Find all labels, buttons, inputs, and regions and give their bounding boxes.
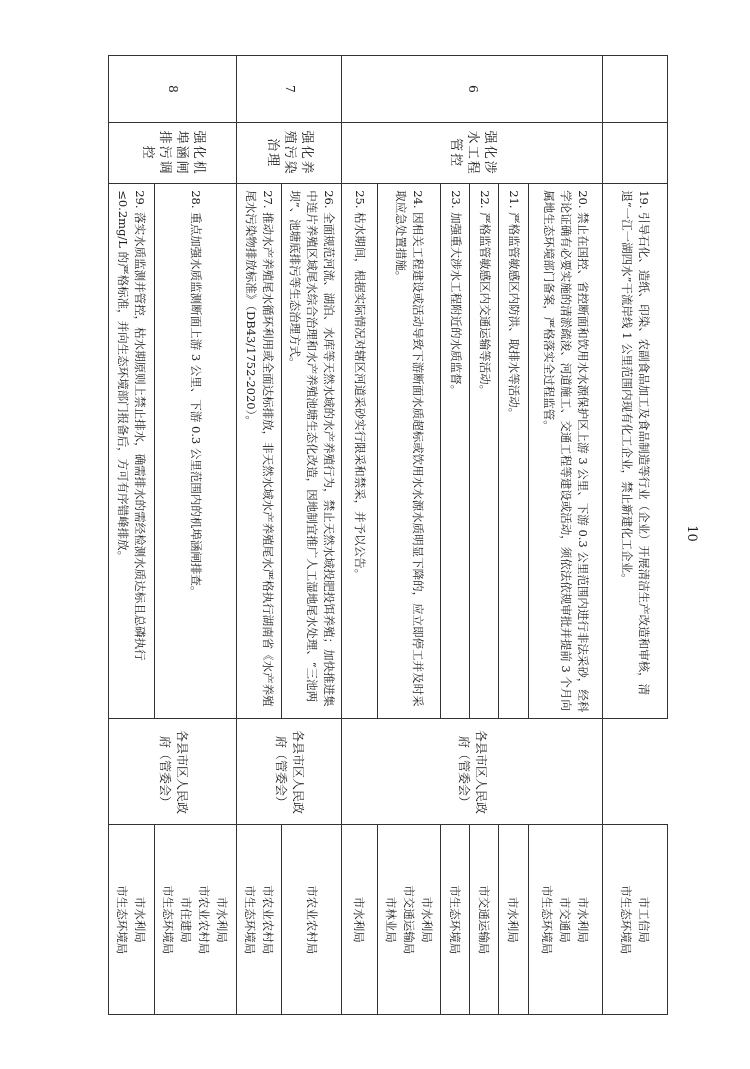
dept-name: 市生态环境局 xyxy=(242,885,257,955)
dept-cell xyxy=(470,825,499,1015)
task-item: 26. 全面规范河流、湖泊、水库等天然水域的水产养殖行为，禁止天然水域投肥投饵养殖；加快推进集中连片养殖区域尾水综合治理和水产养殖池塘生态化改造，因地制宜推广人工湿地尾水处理、“三池两坝”、池塘底排污等生态治理方式。 xyxy=(281,184,341,719)
dept-name: 市生态环境局 xyxy=(448,885,463,955)
dept-cell xyxy=(603,825,668,1015)
dept-cell xyxy=(281,825,341,1015)
table-row xyxy=(499,56,528,1015)
row-number xyxy=(603,56,668,123)
task-item: 20. 禁止在国控、省控断面和饮用水水源保护区上游 3 公里、下游 0.3 公里范围内进行非法采砂，经科学论证确有必要实施的清淤疏浚、河道施工、交通工程等建设或活动，须依法依规审批并提前 3 个月向属地生态环境部门备案，严格落实全过程监管。 xyxy=(528,184,603,719)
table-row xyxy=(237,56,282,1015)
dept-cell xyxy=(377,825,440,1015)
table-row xyxy=(528,56,603,1015)
task-item: 24. 因相关工程建设或活动导致下游断面水质超标或饮用水水源水质明显下降的，应立即停工并及时采取应急处置措施。 xyxy=(377,184,440,719)
dept-name: 市水利局 xyxy=(133,896,148,943)
dept-name: 市水利局 xyxy=(576,896,591,943)
dept-name: 市水利局 xyxy=(506,896,521,943)
task-item: 19. 引导石化、造纸、印染、农副食品加工及食品制造等行业（企业）开展清洁生产改造和审核，清退“一江一湖四水”干流岸线 1 公里范围内现有化工企业，禁止新建化工企业。 xyxy=(603,184,668,719)
table-row xyxy=(470,56,499,1015)
dept-name: 市农业农村局 xyxy=(304,885,319,955)
dept-cell xyxy=(528,825,603,1015)
responsible-cell: 各县市区人民政府（管委会） xyxy=(109,719,237,825)
category-cell: 强化机埠涵闸排污调控 xyxy=(109,122,237,183)
responsible-cell: 各县市区人民政府（管委会） xyxy=(342,719,603,825)
dept-cell xyxy=(499,825,528,1015)
task-item: 27. 推动水产养殖尾水循环利用或全面达标排放，非天然水域水产养殖尾水严格执行湖南省《水产养殖尾水污染物排放标准》（DB43/1752-2020）。 xyxy=(237,184,282,719)
dept-cell xyxy=(441,825,470,1015)
page-number: 10 xyxy=(683,525,699,542)
dept-name: 市水利局 xyxy=(352,896,367,943)
task-table xyxy=(108,55,668,1015)
table-row xyxy=(603,56,668,1015)
dept-name: 市生态环境局 xyxy=(540,885,555,955)
dept-name: 市林业局 xyxy=(383,896,398,943)
category-cell: 强化养殖污染治理 xyxy=(237,122,342,183)
dept-cell xyxy=(109,825,155,1015)
category-cell xyxy=(603,122,668,183)
task-item: 25. 枯水期间，根据实际情况对辖区河道采砂实行限采和禁采，并予以公告。 xyxy=(342,184,377,719)
category-cell: 强化涉水工程管控 xyxy=(342,122,603,183)
dept-name: 市交通运输局 xyxy=(401,885,416,955)
task-item: 28. 重点加强水质监测断面上游 3 公里、下游 0.3 公里范围内的机埠涵闸排查。 xyxy=(154,184,236,719)
dept-name: 市农业农村局 xyxy=(197,885,212,955)
table-row xyxy=(154,56,236,1015)
dept-name: 市水利局 xyxy=(419,896,434,943)
dept-name: 市生态环境局 xyxy=(115,885,130,955)
dept-cell xyxy=(154,825,236,1015)
dept-name: 市水利局 xyxy=(215,896,230,943)
task-item: 21. 严格监管敏感区内防洪、取排水等活动。 xyxy=(499,184,528,719)
dept-name: 市交通局 xyxy=(558,896,573,943)
row-number: 8 xyxy=(109,56,237,123)
responsible-cell xyxy=(603,719,668,825)
dept-name: 市交通运输局 xyxy=(477,885,492,955)
dept-cell xyxy=(342,825,377,1015)
rotated-table-sheet xyxy=(28,55,668,1015)
dept-name: 市生态环境局 xyxy=(619,885,634,955)
task-item: 23. 加强重大涉水工程附近的水质监督。 xyxy=(441,184,470,719)
task-item: 29. 落实水质监测并管控，枯水期原则上禁止排水，确需排水的需经检测水质达标且总磷执行≤0.2mg/L 的严格标准，并向生态环境部门报备后，方可有序错峰排放。 xyxy=(109,184,155,719)
table-row xyxy=(342,56,377,1015)
table-row xyxy=(377,56,440,1015)
table-row xyxy=(281,56,341,1015)
table-row xyxy=(109,56,155,1015)
dept-name: 市农业农村局 xyxy=(260,885,275,955)
dept-name: 市生态环境局 xyxy=(161,885,176,955)
dept-name: 市工信局 xyxy=(637,896,652,943)
row-number: 7 xyxy=(237,56,342,123)
dept-name: 市住建局 xyxy=(179,896,194,943)
task-item: 22. 严格监管敏感区内交通运输等活动。 xyxy=(470,184,499,719)
table-row xyxy=(441,56,470,1015)
responsible-cell: 各县市区人民政府（管委会） xyxy=(237,719,342,825)
dept-cell xyxy=(237,825,282,1015)
row-number: 6 xyxy=(342,56,603,123)
